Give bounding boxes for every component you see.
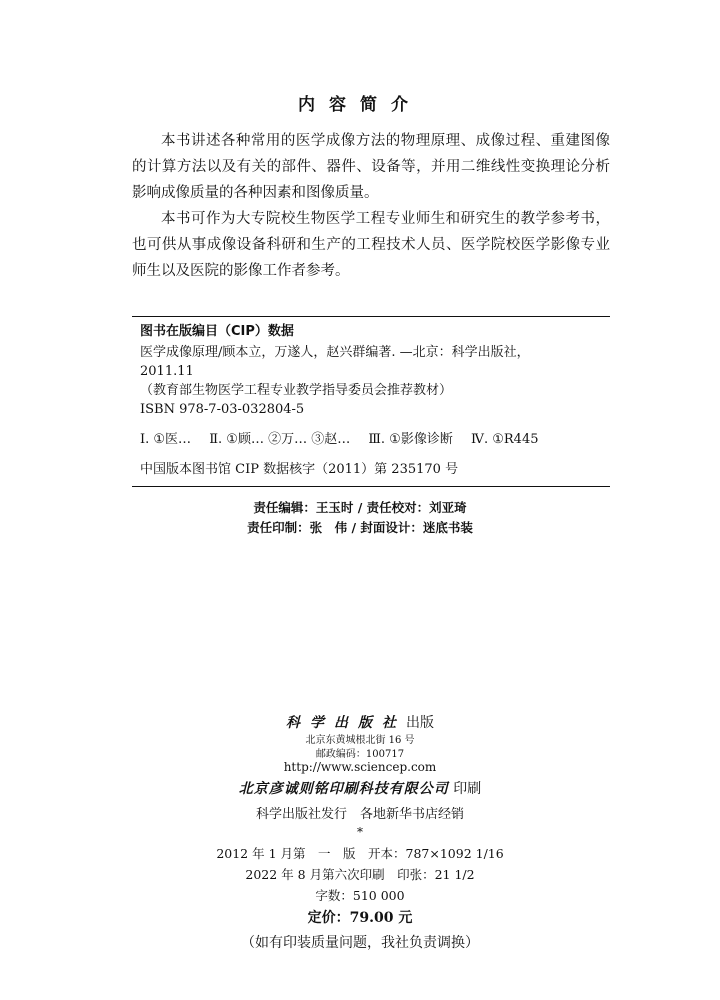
cip-line-1: 医学成像原理/顾本立，万遂人，赵兴群编著. —北京：科学出版社， <box>140 345 530 360</box>
distribution: 科学出版社发行 各地新华书店经销 <box>255 807 464 822</box>
cip-line-2: 2011.11 <box>140 364 194 379</box>
publisher-suffix: 出版 <box>406 715 434 731</box>
separator-star: * <box>357 825 363 839</box>
cip-heading: 图书在版编目（CIP）数据 <box>140 324 294 339</box>
cip-bottom-rule <box>132 486 610 487</box>
summary-paragraph-1: 本书讲述各种常用的医学成像方法的物理原理、成像过程、重建图像的计算方法以及有关的部件、器件、设备等，并用二维线性变换理论分析影响成像质量的各种因素和图像质量。 <box>132 133 610 201</box>
price: 定价：79.00 元 <box>307 910 413 926</box>
printer-suffix: 印刷 <box>453 781 482 797</box>
classification-1: Ⅰ. ①医… <box>140 432 192 447</box>
word-count: 字数：510 000 <box>315 888 405 903</box>
classification-2: Ⅱ. ①顾… ②万… ③赵… <box>209 432 351 447</box>
classification-4: Ⅳ. ①R445 <box>470 432 539 447</box>
printer-logo: 北京彦诚则铭印刷科技有限公司 <box>238 781 449 797</box>
cip-isbn: ISBN 978-7-03-032804-5 <box>140 402 305 417</box>
cip-block <box>140 322 610 419</box>
cip-top-rule <box>132 316 610 317</box>
editors-line-1: 责任编辑：王玉时 / 责任校对：刘亚琦 <box>253 500 467 515</box>
publisher-line <box>0 712 720 732</box>
quality-note: （如有印装质量问题，我社负责调换） <box>241 935 479 951</box>
summary-body <box>132 128 610 284</box>
editors-line-2: 责任印制：张 伟 / 封面设计：迷底书装 <box>247 520 473 535</box>
edition-info: 2012 年 1 月第 一 版 开本：787×1092 1/16 <box>216 846 504 861</box>
classification-3: Ⅲ. ①影像诊断 <box>368 432 453 447</box>
printer-line <box>0 778 720 798</box>
summary-paragraph-2: 本书可作为大专院校生物医学工程专业师生和研究生的教学参考书，也可供从事成像设备科研和生产的工程技术人员、医学院校医学影像专业师生以及医院的影像工作者参考。 <box>132 211 610 279</box>
cip-number: 中国版本图书馆 CIP 数据核字（2011）第 235170 号 <box>140 462 459 477</box>
printing-info: 2022 年 8 月第六次印刷 印张：21 1/2 <box>245 867 475 882</box>
publisher-url: http://www.sciencep.com <box>283 760 437 774</box>
publisher-address: 北京东黄城根北街 16 号 <box>305 735 415 746</box>
cip-classification <box>140 428 610 447</box>
cip-line-3: （教育部生物医学工程专业教学指导委员会推荐教材） <box>140 383 453 398</box>
publisher-postcode: 邮政编码：100717 <box>315 749 405 760</box>
publisher-logo: 科学出版社 <box>286 715 406 731</box>
summary-title: 内容简介 <box>298 95 422 115</box>
